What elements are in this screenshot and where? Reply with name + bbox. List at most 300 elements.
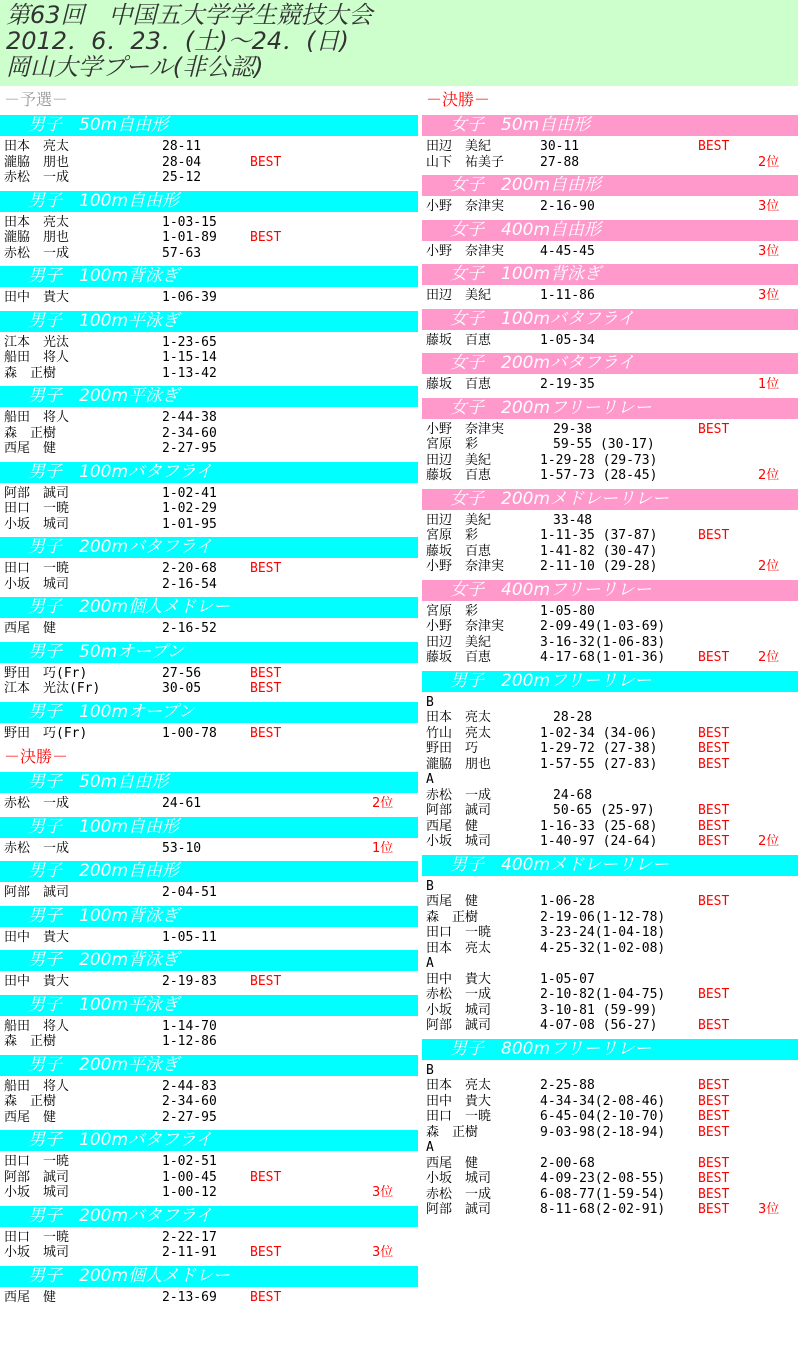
event-title-bar: 男子 50m自由形	[0, 772, 418, 793]
event-results	[422, 419, 798, 486]
event-title-bar: 男子 100mオープン	[0, 702, 418, 723]
result-row	[0, 561, 418, 577]
result-row	[0, 290, 418, 306]
result-time: 33-48	[540, 512, 593, 528]
result-time: 28-04	[162, 154, 202, 170]
result-time: 2-11-91	[162, 1245, 217, 1260]
result-row	[422, 987, 798, 1003]
swimmer-name: 西尾 健	[426, 1155, 479, 1171]
event-title-bar: 男子 200m個人メドレー	[0, 597, 418, 618]
event-title-bar: 男子 100m背泳ぎ	[0, 906, 418, 927]
swimmer-name: 田口 一暁	[426, 925, 492, 940]
swimmer-name: 田口 一暁	[4, 501, 70, 516]
event-results	[422, 136, 798, 172]
swimmer-name: 小野 奈津実	[426, 199, 505, 214]
result-row	[422, 650, 798, 666]
result-row	[422, 244, 798, 260]
result-row	[422, 1125, 798, 1141]
result-time: 27-88	[540, 154, 580, 170]
event-title-bar: 女子 100mバタフライ	[422, 309, 798, 330]
best-badge: BEST	[698, 650, 730, 665]
place-rank: 2位	[758, 154, 780, 170]
event-title-bar: 男子 100m自由形	[0, 817, 418, 838]
place-rank: 2位	[758, 834, 780, 849]
result-row	[422, 819, 798, 835]
swimmer-name: 小野 奈津実	[426, 243, 505, 259]
result-row	[0, 441, 418, 457]
result-time: 9-03-98(2-18-94)	[540, 1124, 666, 1140]
result-row	[0, 930, 418, 946]
best-badge: BEST	[698, 1124, 730, 1140]
result-row	[0, 796, 418, 812]
result-row	[422, 894, 798, 910]
result-row	[422, 803, 798, 819]
result-row	[0, 885, 418, 901]
place-rank: 2位	[758, 650, 780, 665]
result-time: 1-15-14	[162, 350, 217, 365]
result-row	[0, 517, 418, 533]
result-row	[0, 1110, 418, 1126]
swimmer-name: 宮原 彩	[426, 528, 479, 543]
heats-list	[0, 115, 418, 743]
swimmer-name: 船田 将人	[4, 410, 70, 425]
event-title-bar: 男子 100mバタフライ	[0, 462, 418, 483]
place-rank: 1位	[758, 377, 780, 392]
event-results	[422, 510, 798, 577]
event-results	[422, 285, 798, 306]
result-time: 3-23-24(1-04-18)	[540, 925, 666, 940]
swimmer-name: 阿部 誠司	[426, 1018, 492, 1033]
result-row	[422, 757, 798, 773]
swimmer-name: B	[426, 1062, 434, 1078]
event-title-bar: 男子 200m平泳ぎ	[0, 386, 418, 407]
result-row	[422, 1109, 798, 1125]
result-row	[422, 1202, 798, 1218]
best-badge: BEST	[698, 725, 730, 741]
best-badge: BEST	[250, 154, 282, 170]
result-time: 2-22-17	[162, 1229, 217, 1245]
swimmer-name: A	[426, 956, 434, 971]
result-row	[422, 635, 798, 651]
result-row	[0, 1019, 418, 1035]
place-rank: 2位	[758, 559, 780, 574]
swimmer-name: 江本 光汰	[4, 334, 70, 350]
best-badge: BEST	[250, 1245, 282, 1260]
result-row	[422, 422, 798, 438]
result-row	[422, 726, 798, 742]
swimmer-name: 赤松 一成	[4, 796, 70, 811]
result-time: 1-14-70	[162, 1018, 217, 1034]
result-row	[0, 155, 418, 171]
result-time: 4-17-68(1-01-36)	[540, 650, 666, 665]
event-title-bar: 男子 200m背泳ぎ	[0, 950, 418, 971]
result-time: 1-12-86	[162, 1034, 217, 1049]
swimmer-name: 田本 亮太	[426, 1078, 492, 1093]
result-time: 1-11-35 (37-87)	[540, 528, 658, 543]
place-rank: 3位	[758, 1202, 780, 1217]
result-time: 1-00-12	[162, 1185, 217, 1200]
left-column	[0, 88, 418, 1307]
swimmer-name: 田本 亮太	[426, 940, 492, 956]
right-finals-label: －決勝－	[426, 90, 491, 109]
result-time: 1-29-28 (29-73)	[540, 452, 658, 468]
result-time: 24-68	[540, 787, 593, 803]
result-row	[0, 230, 418, 246]
event-results	[0, 1151, 418, 1203]
result-time: 4-09-23(2-08-55)	[540, 1171, 666, 1186]
result-time: 1-23-65	[162, 334, 217, 350]
swimmer-name: 森 正樹	[4, 1034, 57, 1049]
swimmer-name: 西尾 健	[4, 1289, 57, 1305]
swimmer-name: 田本 亮太	[4, 214, 70, 230]
swimmer-name: 野田 巧	[426, 741, 479, 756]
event-title-bar: 男子 100m平泳ぎ	[0, 995, 418, 1016]
swimmer-name: 瀧脇 朋也	[426, 756, 492, 772]
result-time: 3-16-32(1-06-83)	[540, 634, 666, 650]
swimmer-name: 宮原 彩	[426, 437, 479, 452]
result-time: 1-01-95	[162, 516, 217, 532]
result-row	[422, 1063, 798, 1079]
result-row	[422, 513, 798, 529]
event-results	[0, 723, 418, 744]
swimmer-name: 田中 貴大	[4, 929, 70, 945]
event-title-bar: 女子 200mバタフライ	[422, 353, 798, 374]
event-results	[0, 971, 418, 992]
event-title-bar: 男子 100m自由形	[0, 191, 418, 212]
result-row	[0, 1079, 418, 1095]
result-row	[0, 1154, 418, 1170]
result-row	[0, 577, 418, 593]
result-row	[422, 1078, 798, 1094]
best-badge: BEST	[698, 894, 730, 909]
result-time: 4-07-08 (56-27)	[540, 1018, 658, 1033]
result-time: 1-05-07	[540, 971, 595, 987]
result-time: 1-02-29	[162, 501, 217, 516]
event-title-bar: 女子 200mフリーリレー	[422, 398, 798, 419]
event-title-bar: 男子 200mバタフライ	[0, 537, 418, 558]
best-badge: BEST	[250, 974, 282, 989]
event-results	[422, 330, 798, 351]
best-badge: BEST	[698, 1186, 730, 1202]
result-row	[422, 453, 798, 469]
result-time: 1-03-15	[162, 214, 217, 230]
result-row	[422, 1140, 798, 1156]
result-time: 30-05	[162, 681, 202, 696]
result-row	[0, 246, 418, 262]
swimmer-name: 竹山 亮太	[426, 725, 492, 741]
result-time: 1-16-33 (25-68)	[540, 818, 658, 834]
result-row	[422, 910, 798, 926]
result-row	[422, 139, 798, 155]
result-time: 2-34-60	[162, 425, 217, 441]
swimmer-name: 森 正樹	[426, 909, 479, 925]
result-row	[0, 170, 418, 186]
best-badge: BEST	[698, 1093, 730, 1109]
result-time: 2-09-49(1-03-69)	[540, 619, 666, 634]
result-row	[422, 559, 798, 575]
result-row	[0, 726, 418, 742]
event-title-bar: 男子 100m平泳ぎ	[0, 311, 418, 332]
swimmer-name: 山下 祐美子	[426, 154, 505, 170]
swimmer-name: 田本 亮太	[426, 710, 492, 725]
place-rank: 2位	[758, 468, 780, 483]
place-rank: 3位	[758, 288, 780, 303]
swimmer-name: 小坂 城司	[426, 1002, 492, 1018]
event-title-bar: 女子 100m背泳ぎ	[422, 264, 798, 285]
swimmer-name: 藤坂 百恵	[426, 543, 492, 559]
result-time: 1-29-72 (27-38)	[540, 741, 658, 756]
result-row	[422, 925, 798, 941]
swimmer-name: 森 正樹	[4, 425, 57, 441]
event-results	[0, 927, 418, 948]
swimmer-name: 森 正樹	[426, 1124, 479, 1140]
swimmer-name: 西尾 健	[426, 818, 479, 834]
result-row	[0, 366, 418, 382]
result-row	[422, 772, 798, 788]
swimmer-name: 阿部 誠司	[4, 1169, 70, 1185]
event-results	[0, 212, 418, 264]
result-row	[422, 695, 798, 711]
best-badge: BEST	[698, 1109, 730, 1124]
result-row	[0, 841, 418, 857]
swimmer-name: 西尾 健	[4, 1109, 57, 1125]
result-row	[422, 710, 798, 726]
result-time: 4-25-32(1-02-08)	[540, 940, 666, 956]
event-title-bar: 女子 400mフリーリレー	[422, 580, 798, 601]
result-time: 29-38	[540, 421, 593, 437]
result-time: 27-56	[162, 665, 202, 681]
result-row	[0, 1185, 418, 1201]
result-time: 1-00-45	[162, 1169, 217, 1185]
result-row	[0, 426, 418, 442]
result-row	[422, 1187, 798, 1203]
result-row	[0, 666, 418, 682]
result-row	[422, 1171, 798, 1187]
swimmer-name: 西尾 健	[4, 621, 57, 636]
result-row	[0, 1094, 418, 1110]
event-results	[422, 601, 798, 668]
swimmer-name: 瀧脇 朋也	[4, 154, 70, 170]
right-column	[422, 88, 798, 1220]
result-row	[0, 1245, 418, 1261]
best-badge: BEST	[698, 818, 730, 834]
result-row	[0, 974, 418, 990]
result-row	[422, 288, 798, 304]
event-results	[0, 793, 418, 814]
result-time: 2-04-51	[162, 885, 217, 900]
best-badge: BEST	[698, 834, 730, 849]
swimmer-name: 小野 奈津実	[426, 559, 505, 574]
result-row	[0, 621, 418, 637]
swimmer-name: 田中 貴大	[426, 971, 492, 987]
best-badge: BEST	[250, 561, 282, 576]
result-time: 2-00-68	[540, 1155, 595, 1171]
event-title-bar: 男子 800mフリーリレー	[422, 1039, 798, 1060]
result-time: 30-11	[540, 139, 580, 154]
result-row	[422, 528, 798, 544]
event-results	[422, 876, 798, 1036]
result-time: 2-10-82(1-04-75)	[540, 987, 666, 1002]
result-time: 1-01-89	[162, 230, 217, 245]
result-row	[0, 215, 418, 231]
swimmer-name: 野田 巧(Fr)	[4, 665, 88, 681]
swimmer-name: 小坂 城司	[426, 1171, 492, 1186]
swimmer-name: 阿部 誠司	[426, 1202, 492, 1217]
event-results	[0, 882, 418, 903]
swimmer-name: 赤松 一成	[426, 987, 492, 1002]
swimmer-name: 小坂 城司	[4, 1185, 70, 1200]
result-time: 6-08-77(1-59-54)	[540, 1186, 666, 1202]
result-row	[422, 956, 798, 972]
result-row	[422, 437, 798, 453]
result-row	[422, 788, 798, 804]
best-badge: BEST	[698, 803, 730, 818]
result-time: 1-05-34	[540, 332, 595, 348]
best-badge: BEST	[698, 1202, 730, 1217]
header-banner	[0, 0, 798, 86]
result-time: 4-45-45	[540, 243, 595, 259]
result-row	[0, 1034, 418, 1050]
swimmer-name: 田中 貴大	[4, 290, 70, 305]
result-time: 2-16-90	[540, 199, 595, 214]
result-time: 53-10	[162, 840, 202, 856]
best-badge: BEST	[698, 741, 730, 756]
result-row	[0, 486, 418, 502]
swimmer-name: 田辺 美紀	[426, 288, 492, 303]
result-time: 50-65 (25-97)	[540, 803, 655, 818]
event-results	[0, 483, 418, 535]
best-badge: BEST	[698, 1155, 730, 1171]
swimmer-name: B	[426, 878, 434, 894]
event-results	[422, 196, 798, 217]
result-row	[0, 1230, 418, 1246]
swimmer-name: 赤松 一成	[426, 1186, 492, 1202]
swimmer-name: 小坂 城司	[426, 834, 492, 849]
best-badge: BEST	[250, 1289, 282, 1305]
event-results	[0, 663, 418, 699]
event-results	[0, 332, 418, 384]
event-title-bar: 女子 400m自由形	[422, 220, 798, 241]
swimmer-name: 森 正樹	[4, 1094, 57, 1109]
result-row	[422, 1003, 798, 1019]
swimmer-name: 田辺 美紀	[426, 139, 492, 154]
swimmer-name: 田本 亮太	[4, 139, 70, 154]
best-badge: BEST	[250, 725, 282, 741]
result-row	[422, 333, 798, 349]
result-time: 6-45-04(2-10-70)	[540, 1109, 666, 1124]
best-badge: BEST	[698, 1018, 730, 1033]
result-row	[422, 468, 798, 484]
swimmer-name: 田辺 美紀	[426, 452, 492, 468]
event-title-bar: 男子 200m個人メドレー	[0, 1266, 418, 1287]
place-rank: 3位	[758, 243, 780, 259]
swimmer-name: 小坂 城司	[4, 1245, 70, 1260]
event-results	[422, 241, 798, 262]
result-row	[422, 544, 798, 560]
event-title-bar: 女子 200m自由形	[422, 175, 798, 196]
result-time: 1-13-42	[162, 365, 217, 381]
result-time: 4-34-34(2-08-46)	[540, 1093, 666, 1109]
swimmer-name: 阿部 誠司	[426, 803, 492, 818]
event-results	[422, 692, 798, 852]
result-row	[422, 155, 798, 171]
result-row	[422, 941, 798, 957]
result-time: 1-00-78	[162, 725, 217, 741]
best-badge: BEST	[698, 756, 730, 772]
result-row	[0, 501, 418, 517]
heats-label: －予選－	[4, 90, 69, 109]
swimmer-name: 船田 将人	[4, 1018, 70, 1034]
event-title-bar: 男子 200mバタフライ	[0, 1206, 418, 1227]
result-time: 59-55 (30-17)	[540, 437, 655, 452]
result-time: 57-63	[162, 245, 202, 261]
event-results	[0, 1287, 418, 1308]
swimmer-name: 野田 巧(Fr)	[4, 725, 88, 741]
swimmer-name: 赤松 一成	[4, 245, 70, 261]
event-title-bar: 男子 200m平泳ぎ	[0, 1055, 418, 1076]
swimmer-name: A	[426, 1140, 434, 1155]
result-row	[422, 879, 798, 895]
best-badge: BEST	[698, 139, 730, 154]
swimmer-name: 小坂 城司	[4, 516, 70, 532]
result-time: 2-44-83	[162, 1078, 217, 1094]
swimmer-name: 船田 将人	[4, 350, 70, 365]
result-row	[422, 377, 798, 393]
result-time: 28-11	[162, 139, 202, 154]
result-time: 2-19-06(1-12-78)	[540, 909, 666, 925]
result-time: 2-16-54	[162, 576, 217, 592]
swimmer-name: 藤坂 百恵	[426, 332, 492, 348]
result-row	[422, 604, 798, 620]
event-results	[0, 407, 418, 459]
result-time: 1-02-41	[162, 485, 217, 501]
result-time: 2-20-68	[162, 561, 217, 576]
result-time: 1-11-86	[540, 288, 595, 303]
result-time: 1-41-82 (30-47)	[540, 543, 658, 559]
result-row	[422, 199, 798, 215]
swimmer-name: 田口 一暁	[4, 1229, 70, 1245]
best-badge: BEST	[250, 681, 282, 696]
result-row	[0, 1290, 418, 1306]
place-rank: 2位	[372, 796, 394, 811]
result-row	[422, 972, 798, 988]
result-time: 28-28	[540, 710, 593, 725]
swimmer-name: 船田 将人	[4, 1078, 70, 1094]
place-rank: 3位	[372, 1185, 394, 1200]
result-time: 1-05-11	[162, 929, 217, 945]
best-badge: BEST	[698, 1078, 730, 1093]
result-row	[422, 834, 798, 850]
swimmer-name: 田辺 美紀	[426, 512, 492, 528]
result-time: 2-34-60	[162, 1094, 217, 1109]
event-results	[0, 558, 418, 594]
result-row	[422, 1094, 798, 1110]
swimmer-name: 小野 奈津実	[426, 421, 505, 437]
result-time: 1-57-73 (28-45)	[540, 468, 658, 483]
swimmer-name: 西尾 健	[426, 894, 479, 909]
swimmer-name: 田中 貴大	[426, 1093, 492, 1109]
result-time: 2-11-10 (29-28)	[540, 559, 658, 574]
result-row	[0, 410, 418, 426]
result-time: 24-61	[162, 796, 202, 811]
event-results	[0, 1227, 418, 1263]
best-badge: BEST	[698, 528, 730, 543]
event-title-bar: 男子 200m自由形	[0, 861, 418, 882]
right-finals-list	[422, 115, 798, 1220]
event-results	[0, 838, 418, 859]
swimmer-name: 藤坂 百恵	[426, 650, 492, 665]
swimmer-name: 赤松 一成	[426, 787, 492, 803]
